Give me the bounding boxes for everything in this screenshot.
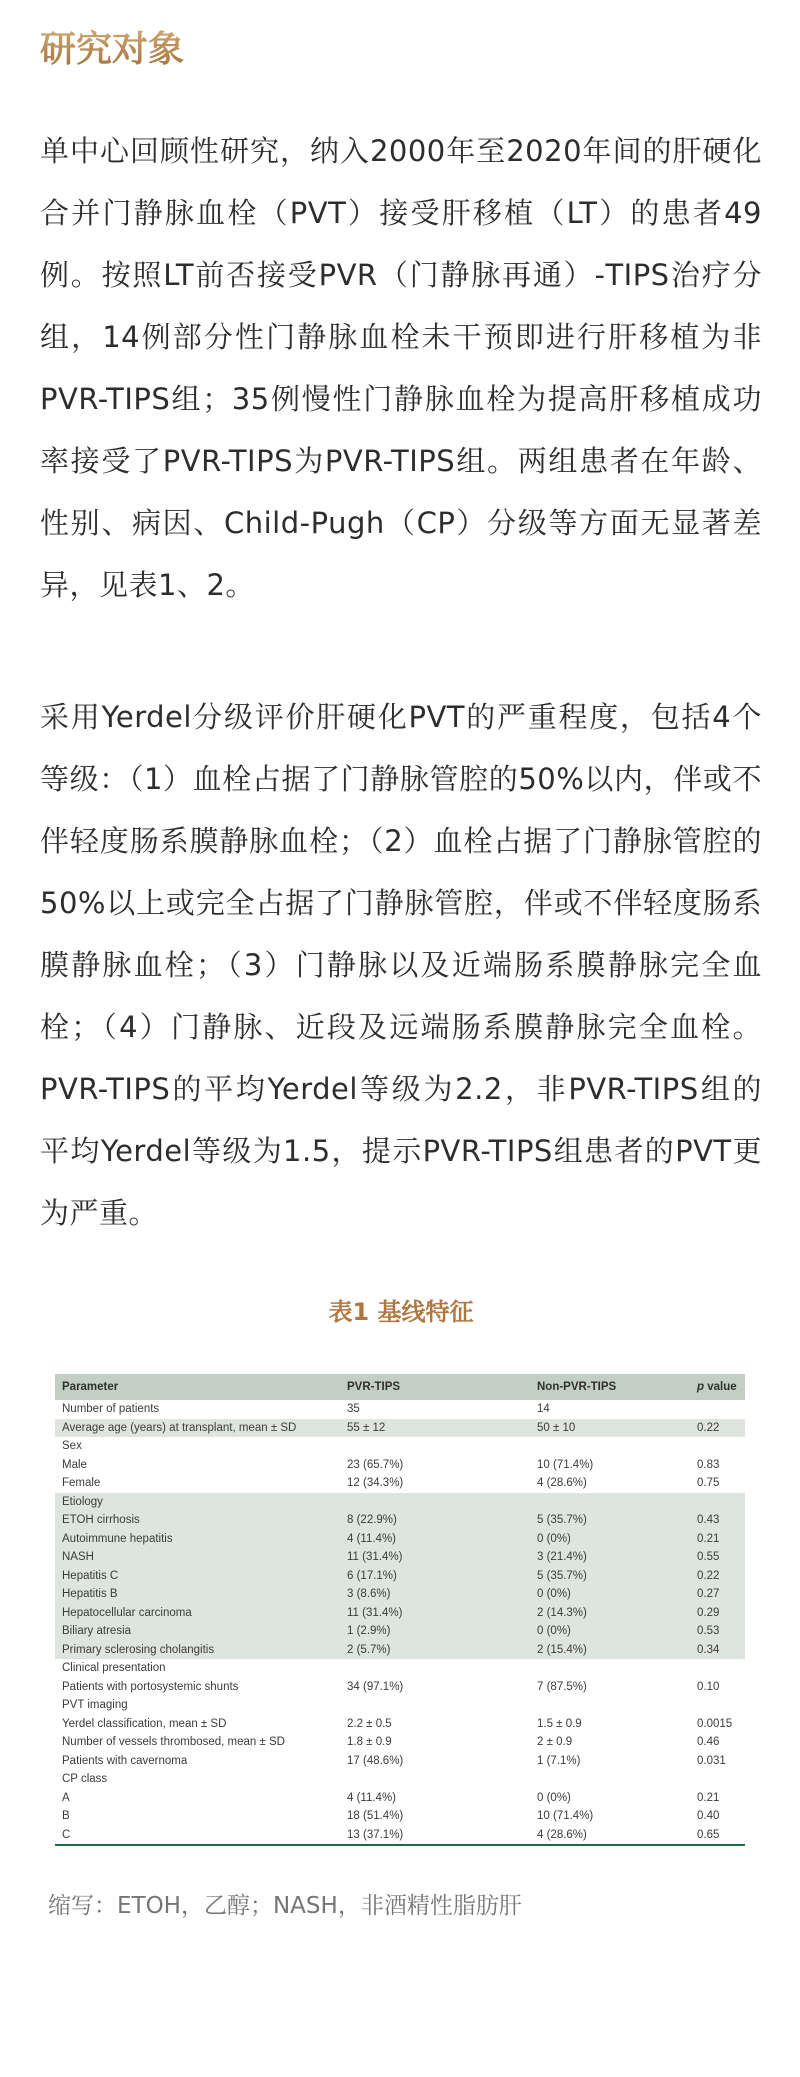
cell-non-pvr-tips: 7 (87.5%) <box>537 1680 587 1693</box>
table-row-cp-class <box>55 1770 745 1789</box>
table-row-average-age-years-at-transplant-mean-sd <box>55 1419 745 1438</box>
table-row-yerdel-classification-mean-sd <box>55 1715 745 1734</box>
table-row-sex <box>55 1437 745 1456</box>
paragraph-study-population: 单中心回顾性研究，纳入2000年至2020年间的肝硬化合并门静脉血栓（PVT）接受肝移植（LT）的患者49例。按照LT前否接受PVR（门静脉再通）-TIPS治疗分组，14例部分性门静脉血栓未干预即进行肝移植为非PVR-TIPS组；35例慢性门静脉血栓为提高肝移植成功率接受了PVR-TIPS为PVR-TIPS组。两组患者在年龄、性别、病因、Child-Pugh（CP）分级等方面无显著差异，见表1、2。 <box>40 134 762 602</box>
table-body <box>55 1400 745 1845</box>
cell-parameter: Hepatitis C <box>55 1567 340 1586</box>
cell-p-value: 0.46 <box>697 1736 720 1749</box>
table-row-clinical-presentation <box>55 1659 745 1678</box>
cell-pvr-tips: 18 (51.4%) <box>347 1810 404 1823</box>
cell-p-value: 0.031 <box>697 1754 726 1767</box>
cell-p-value: 0.21 <box>690 1530 745 1549</box>
cell-non-pvr-tips: 0 (0%) <box>537 1791 571 1804</box>
cell-non-pvr-tips: 50 ± 10 <box>530 1419 690 1438</box>
table-row-b <box>55 1807 745 1826</box>
cell-parameter: Hepatocellular carcinoma <box>55 1604 340 1623</box>
cell-parameter: PVT imaging <box>62 1699 128 1712</box>
cell-p-value: 0.0015 <box>697 1717 733 1730</box>
cell-parameter: Autoimmune hepatitis <box>55 1530 340 1549</box>
table-row-etiology <box>55 1493 745 1512</box>
cell-pvr-tips: 12 (34.3%) <box>347 1477 404 1490</box>
table-row-c <box>55 1826 745 1846</box>
cell-p-value: 0.22 <box>690 1567 745 1586</box>
table-row-hepatitis-b <box>55 1585 745 1604</box>
cell-parameter: Patients with cavernoma <box>62 1754 188 1767</box>
cell-p-value: 0.43 <box>690 1511 745 1530</box>
cell-non-pvr-tips: 2 ± 0.9 <box>537 1736 573 1749</box>
table-row-nash <box>55 1548 745 1567</box>
table-header <box>55 1374 745 1400</box>
table-row-number-of-patients <box>55 1400 745 1419</box>
cell-parameter: Number of vessels thrombosed, mean ± SD <box>62 1736 285 1749</box>
cell-pvr-tips: 2 (5.7%) <box>340 1641 530 1660</box>
cell-parameter: Average age (years) at transplant, mean ± SD <box>55 1419 340 1438</box>
cell-p-value <box>690 1696 745 1715</box>
cell-parameter: A <box>62 1791 70 1804</box>
cell-non-pvr-tips: 5 (35.7%) <box>530 1511 690 1530</box>
cell-non-pvr-tips: 10 (71.4%) <box>537 1810 594 1823</box>
table-row-primary-sclerosing-cholangitis <box>55 1641 745 1660</box>
table-row-hepatitis-c <box>55 1567 745 1586</box>
column-header-parameter: Parameter <box>55 1374 340 1400</box>
table-row-etoh-cirrhosis <box>55 1511 745 1530</box>
cell-pvr-tips <box>340 1437 530 1456</box>
cell-parameter: Female <box>62 1477 101 1490</box>
cell-p-value: 0.10 <box>697 1680 720 1693</box>
cell-p-value: 0.34 <box>690 1641 745 1660</box>
cell-non-pvr-tips: 5 (35.7%) <box>530 1567 690 1586</box>
cell-non-pvr-tips: 0 (0%) <box>530 1585 690 1604</box>
table-row-autoimmune-hepatitis <box>55 1530 745 1549</box>
cell-parameter: Yerdel classification, mean ± SD <box>62 1717 227 1730</box>
cell-pvr-tips: 11 (31.4%) <box>340 1548 530 1567</box>
cell-parameter: Male <box>62 1458 87 1471</box>
cell-non-pvr-tips: 4 (28.6%) <box>537 1828 587 1841</box>
cell-pvr-tips: 4 (11.4%) <box>340 1530 530 1549</box>
cell-p-value: 0.55 <box>690 1548 745 1567</box>
cell-parameter: B <box>62 1810 70 1823</box>
cell-pvr-tips: 2.2 ± 0.5 <box>347 1717 392 1730</box>
cell-non-pvr-tips <box>530 1659 690 1678</box>
cell-non-pvr-tips: 2 (14.3%) <box>530 1604 690 1623</box>
baseline-characteristics-table <box>55 1374 745 1846</box>
cell-p-value: 0.29 <box>690 1604 745 1623</box>
table-title: 表1 基线特征 <box>328 1298 474 1326</box>
cell-pvr-tips: 8 (22.9%) <box>340 1511 530 1530</box>
cell-pvr-tips: 4 (11.4%) <box>347 1791 397 1804</box>
table-row-male <box>55 1456 745 1475</box>
cell-parameter: ETOH cirrhosis <box>55 1511 340 1530</box>
cell-p-value <box>690 1659 745 1678</box>
cell-non-pvr-tips <box>530 1770 690 1789</box>
cell-pvr-tips: 13 (37.1%) <box>347 1828 404 1841</box>
cell-parameter: Patients with portosystemic shunts <box>62 1680 239 1693</box>
cell-p-value: 0.40 <box>697 1810 720 1823</box>
cell-p-value <box>690 1770 745 1789</box>
cell-parameter: C <box>62 1828 71 1841</box>
cell-p-value: 0.21 <box>697 1791 720 1804</box>
cell-parameter: NASH <box>55 1548 340 1567</box>
column-header-pvr-tips: PVR-TIPS <box>340 1374 530 1400</box>
cell-parameter: Clinical presentation <box>62 1662 166 1675</box>
cell-p-value <box>690 1493 745 1512</box>
table-row-hepatocellular-carcinoma <box>55 1604 745 1623</box>
cell-parameter: Number of patients <box>62 1403 160 1416</box>
cell-pvr-tips <box>340 1493 530 1512</box>
abbreviations-footnote: 缩写：ETOH，乙醇；NASH，非酒精性脂肪肝 <box>48 1893 522 1919</box>
cell-pvr-tips: 17 (48.6%) <box>347 1754 404 1767</box>
cell-p-value: 0.65 <box>697 1828 720 1841</box>
cell-parameter: Hepatitis B <box>55 1585 340 1604</box>
cell-non-pvr-tips: 0 (0%) <box>530 1622 690 1641</box>
cell-pvr-tips: 34 (97.1%) <box>347 1680 404 1693</box>
cell-pvr-tips: 55 ± 12 <box>340 1419 530 1438</box>
cell-p-value: 0.83 <box>697 1458 720 1471</box>
cell-parameter: Sex <box>62 1440 82 1453</box>
cell-pvr-tips: 1 (2.9%) <box>340 1622 530 1641</box>
cell-non-pvr-tips: 3 (21.4%) <box>530 1548 690 1567</box>
cell-pvr-tips: 1.8 ± 0.9 <box>347 1736 392 1749</box>
cell-non-pvr-tips <box>530 1437 690 1456</box>
cell-parameter: Primary sclerosing cholangitis <box>55 1641 340 1660</box>
cell-non-pvr-tips: 14 <box>537 1403 550 1416</box>
cell-parameter: CP class <box>62 1773 108 1786</box>
column-header-non-pvr-tips: Non-PVR-TIPS <box>530 1374 690 1400</box>
cell-non-pvr-tips: 4 (28.6%) <box>537 1477 587 1490</box>
cell-p-value: 0.75 <box>697 1477 720 1490</box>
cell-non-pvr-tips: 0 (0%) <box>530 1530 690 1549</box>
table-row-biliary-atresia <box>55 1622 745 1641</box>
cell-parameter: Biliary atresia <box>55 1622 340 1641</box>
section-heading: 研究对象 <box>40 28 185 70</box>
column-header-p-value: p value <box>690 1374 745 1400</box>
table-row-number-of-vessels-thrombosed-mean-sd <box>55 1733 745 1752</box>
cell-pvr-tips <box>340 1659 530 1678</box>
cell-non-pvr-tips <box>530 1696 690 1715</box>
table-row-patients-with-portosystemic-shunts <box>55 1678 745 1697</box>
cell-pvr-tips: 6 (17.1%) <box>340 1567 530 1586</box>
cell-p-value <box>690 1400 745 1419</box>
cell-pvr-tips <box>340 1696 530 1715</box>
cell-pvr-tips: 23 (65.7%) <box>347 1458 404 1471</box>
paragraph-yerdel-grading: 采用Yerdel分级评价肝硬化PVT的严重程度，包括4个等级：（1）血栓占据了门静脉管腔的50%以内，伴或不伴轻度肠系膜静脉血栓；（2）血栓占据了门静脉管腔的50%以上或完全占据了门静脉管腔，伴或不伴轻度肠系膜静脉血栓；（3）门静脉以及近端肠系膜静脉完全血栓；（4）门静脉、近段及远端肠系膜静脉完全血栓。PVR-TIPS的平均Yerdel等级为2.2，非PVR-TIPS组的平均Yerdel等级为1.5，提示PVR-TIPS组患者的PVT更为严重。 <box>40 700 762 1230</box>
cell-non-pvr-tips: 10 (71.4%) <box>537 1458 594 1471</box>
table-header-row <box>55 1374 745 1400</box>
table-row-pvt-imaging <box>55 1696 745 1715</box>
table-row-a <box>55 1789 745 1808</box>
cell-pvr-tips <box>340 1770 530 1789</box>
cell-non-pvr-tips: 2 (15.4%) <box>530 1641 690 1660</box>
cell-p-value: 0.22 <box>690 1419 745 1438</box>
cell-parameter: Etiology <box>55 1493 340 1512</box>
cell-non-pvr-tips: 1.5 ± 0.9 <box>537 1717 582 1730</box>
cell-p-value: 0.27 <box>690 1585 745 1604</box>
cell-pvr-tips: 35 <box>347 1403 360 1416</box>
table-row-female <box>55 1474 745 1493</box>
table-row-patients-with-cavernoma <box>55 1752 745 1771</box>
cell-pvr-tips: 11 (31.4%) <box>340 1604 530 1623</box>
cell-p-value: 0.53 <box>690 1622 745 1641</box>
cell-p-value <box>690 1437 745 1456</box>
cell-non-pvr-tips <box>530 1493 690 1512</box>
cell-non-pvr-tips: 1 (7.1%) <box>537 1754 581 1767</box>
cell-pvr-tips: 3 (8.6%) <box>340 1585 530 1604</box>
